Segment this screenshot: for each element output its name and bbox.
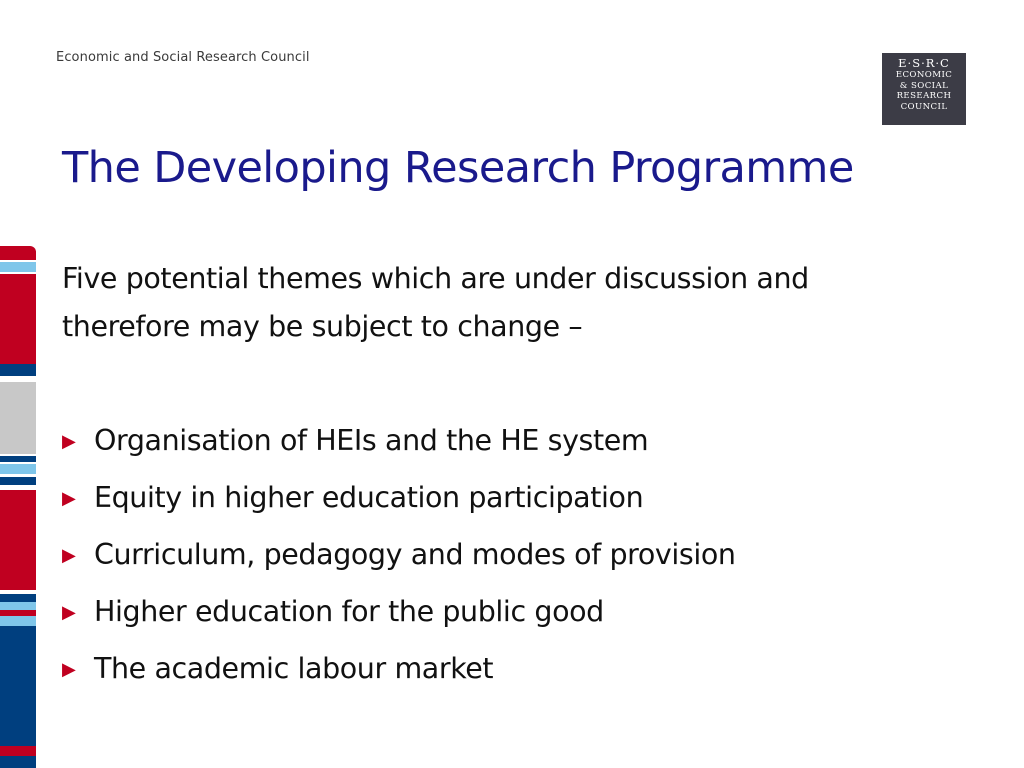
triangle-right-icon: ▶ [62, 659, 76, 680]
sidebar-stripe-navy [0, 756, 36, 768]
sidebar-stripe-red [0, 274, 36, 364]
list-item [62, 529, 736, 586]
intro-line: Five potential themes which are under discussion and [62, 262, 809, 295]
esrc-logo [882, 53, 966, 125]
triangle-right-icon: ▶ [62, 545, 76, 566]
logo-line: RESEARCH [896, 91, 952, 101]
logo-line: ECONOMIC [895, 70, 953, 80]
list-item [62, 415, 736, 472]
sidebar-stripe-light-blue [0, 464, 36, 474]
triangle-right-icon: ▶ [62, 431, 76, 452]
triangle-right-icon: ▶ [62, 602, 76, 623]
slide-title: The Developing Research Programme [62, 143, 854, 193]
intro-paragraph [62, 255, 962, 351]
sidebar-stripe-navy [0, 477, 36, 485]
sidebar-stripe-light-blue [0, 616, 36, 626]
list-item [62, 472, 736, 529]
list-item [62, 586, 736, 643]
triangle-right-icon: ▶ [62, 488, 76, 509]
theme-label: Organisation of HEIs and the HE system [94, 424, 649, 457]
intro-line: therefore may be subject to change – [62, 310, 583, 343]
sidebar-stripe-red [0, 246, 36, 260]
sidebar-stripe-navy [0, 594, 36, 602]
logo-line: & SOCIAL [899, 80, 949, 91]
logo-line: COUNCIL [900, 101, 948, 112]
theme-label: The academic labour market [94, 652, 494, 685]
sidebar-stripe-red [0, 490, 36, 590]
sidebar-stripe-red [0, 746, 36, 756]
theme-label: Curriculum, pedagogy and modes of provision [94, 538, 736, 571]
sidebar-stripe-light-blue [0, 262, 36, 272]
list-item [62, 643, 736, 700]
theme-label: Higher education for the public good [94, 595, 604, 628]
sidebar-stripe-navy [0, 626, 36, 746]
organisation-name: Economic and Social Research Council [56, 50, 310, 65]
sidebar-stripe-navy [0, 456, 36, 462]
logo-abbreviation: E·S·R·C [898, 56, 950, 70]
theme-list [62, 415, 736, 700]
sidebar-stripe-gray [0, 382, 36, 454]
sidebar-stripe-light-blue [0, 602, 36, 610]
sidebar-stripe-navy [0, 364, 36, 376]
theme-label: Equity in higher education participation [94, 481, 644, 514]
decorative-sidebar-stripes [0, 246, 36, 768]
